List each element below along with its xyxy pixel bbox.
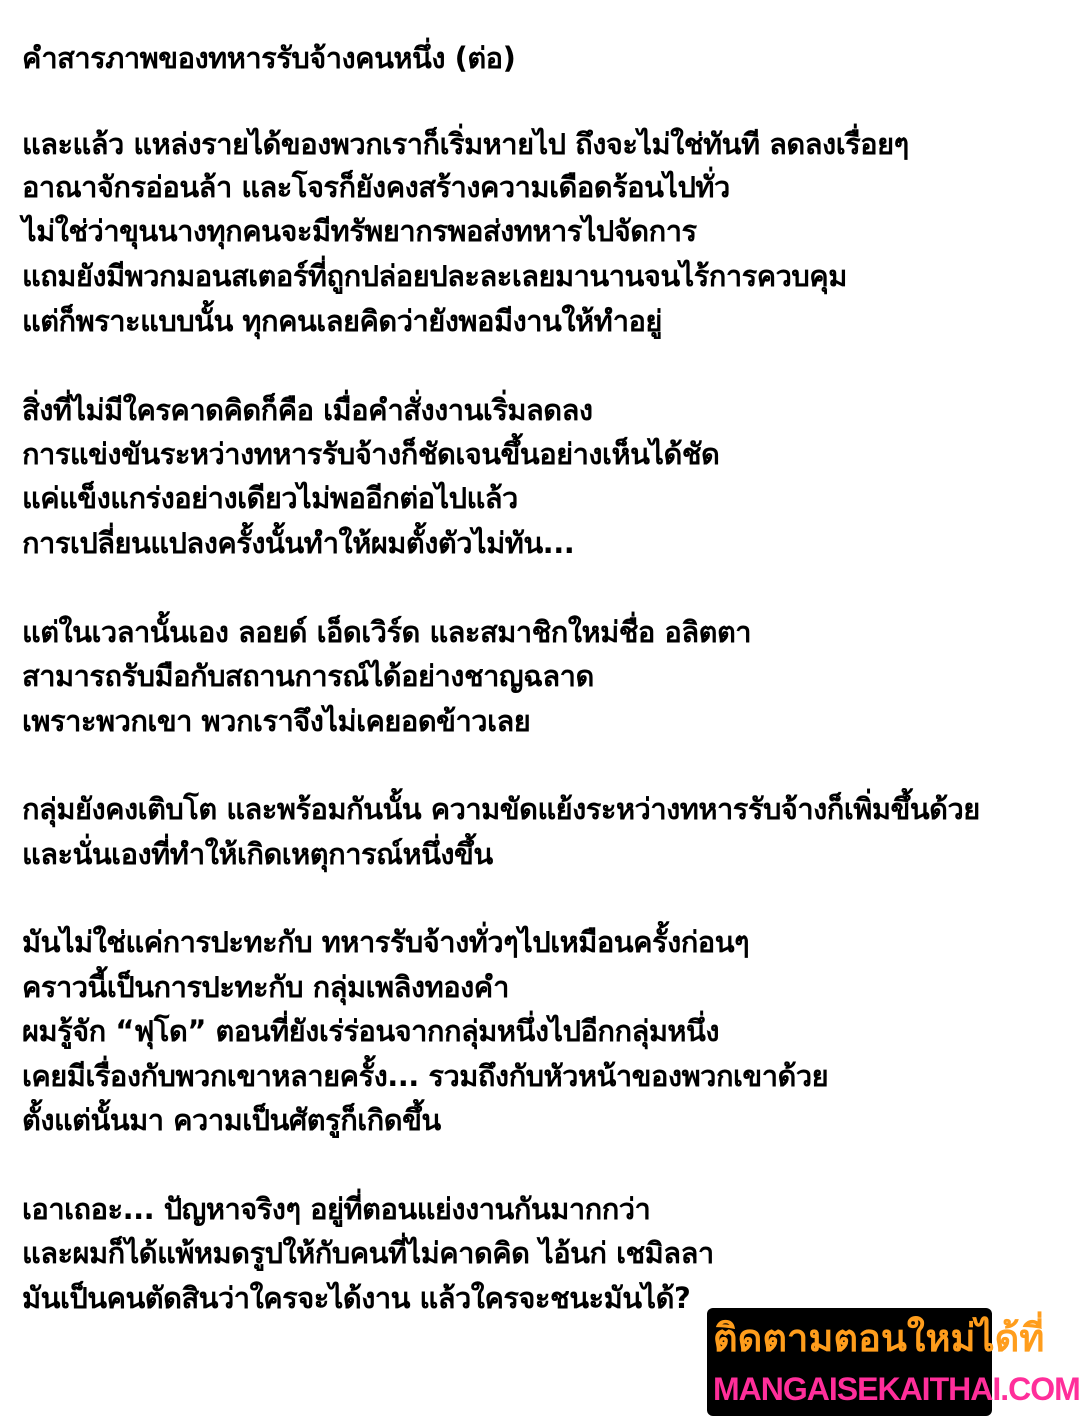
text-line: ผมรู้จัก “ฟุโด” ตอนที่ยังเร่ร่อนจากกลุ่มหนึ่งไปอีกกลุ่มหนึ่ง	[22, 1014, 720, 1048]
text-line: สามารถรับมือกับสถานการณ์ได้อย่างชาญฉลาด	[22, 659, 594, 693]
text-line: การแข่งขันระหว่างทหารรับจ้างก็ชัดเจนขึ้นอย่างเห็นได้ชัด	[22, 437, 720, 471]
text-line: ไม่ใช่ว่าขุนนางทุกคนจะมีทรัพยากรพอส่งทหารไปจัดการ	[22, 214, 697, 248]
text-line: มันไม่ใช่แค่การปะทะกับ ทหารรับจ้างทั่วๆไปเหมือนครั้งก่อนๆ	[22, 925, 750, 959]
watermark-follow-text: ติดตามตอนใหม่ได้ที่	[713, 1316, 1045, 1360]
text-line: คราวนี้เป็นการปะทะกับ กลุ่มเพลิงทองคำ	[22, 970, 509, 1004]
text-line: และผมก็ได้แพ้หมดรูปให้กับคนที่ไม่คาดคิด ไอ้นก่ เชมิลลา	[22, 1236, 714, 1270]
text-line: แถมยังมีพวกมอนสเตอร์ที่ถูกปล่อยปละละเลยมานานจนไร้การควบคุม	[22, 259, 847, 293]
text-line: การเปลี่ยนแปลงครั้งนั้นทำให้ผมตั้งตัวไม่ทัน...	[22, 526, 575, 560]
text-line: แค่แข็งแกร่งอย่างเดียวไม่พออีกต่อไปแล้ว	[22, 481, 518, 515]
document-title: คำสารภาพของทหารรับจ้างคนหนึ่ง (ต่อ)	[22, 41, 516, 75]
text-line: และแล้ว แหล่งรายได้ของพวกเราก็เริ่มหายไป ถึงจะไม่ใช่ทันที ลดลงเรื่อยๆ	[22, 127, 909, 161]
text-line: เอาเถอะ... ปัญหาจริงๆ อยู่ที่ตอนแย่งงานกันมากกว่า	[22, 1192, 651, 1226]
text-line: เคยมีเรื่องกับพวกเขาหลายครั้ง... รวมถึงกับหัวหน้าของพวกเขาด้วย	[22, 1059, 829, 1093]
text-line: เพราะพวกเขา พวกเราจึงไม่เคยอดข้าวเลย	[22, 704, 531, 738]
text-line: สิ่งที่ไม่มีใครคาดคิดก็คือ เมื่อคำสั่งงานเริ่มลดลง	[22, 393, 593, 427]
text-line: กลุ่มยังคงเติบโต และพร้อมกันนั้น ความขัดแย้งระหว่างทหารรับจ้างก็เพิ่มขึ้นด้วย	[22, 792, 980, 826]
text-line: ตั้งแต่นั้นมา ความเป็นศัตรูก็เกิดขึ้น	[22, 1103, 441, 1137]
watermark-site-url: MANGAISEKAITHAI.COM	[713, 1371, 1080, 1407]
text-line: แต่ก็พราะแบบนั้น ทุกคนเลยคิดว่ายังพอมีงานให้ทำอยู่	[22, 304, 662, 338]
text-line: มันเป็นคนตัดสินว่าใครจะได้งาน แล้วใครจะชนะมันได้?	[22, 1281, 691, 1315]
site-watermark	[707, 1308, 1080, 1416]
text-line: อาณาจักรอ่อนล้า และโจรก็ยังคงสร้างความเดือดร้อนไปทั่ว	[22, 170, 730, 204]
text-line: และนั่นเองที่ทำให้เกิดเหตุการณ์หนึ่งขึ้น	[22, 837, 493, 871]
text-line: แต่ในเวลานั้นเอง ลอยด์ เอ็ดเวิร์ด และสมาชิกใหม่ชื่อ อลิตตา	[22, 615, 752, 649]
